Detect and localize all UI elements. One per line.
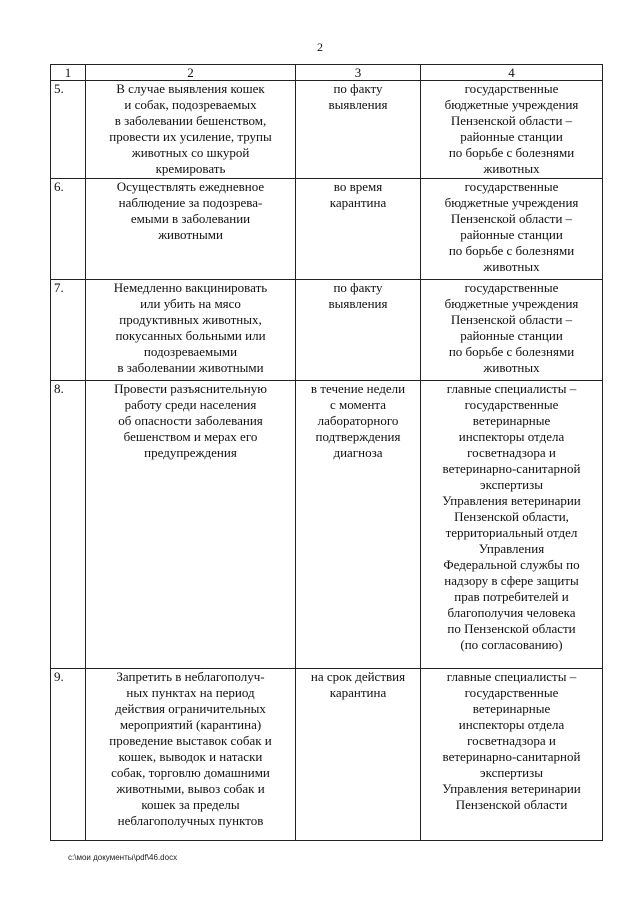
header-cell-4: 4 — [421, 65, 603, 81]
action-text: Осуществлять ежедневное наблюдение за подозрева- емыми в заболевании животными — [116, 179, 265, 242]
row-number: 8. — [51, 381, 86, 669]
action-text: Запретить в неблагополуч- ных пунктах на период действия ограничительных мероприятий (карантина) проведение выставок собак и кошек, выводок и натаски собак, торговлю домашними животными, вывоз собак и кошек за пределы неблагополучных пунктов — [109, 669, 272, 828]
row-number: 7. — [51, 280, 86, 381]
action-text: Провести разъяснительную работу среди населения об опасности заболевания бешенством и мерах его предупреждения — [114, 381, 267, 460]
header-cell-2: 2 — [86, 65, 296, 81]
header-cell-1: 1 — [51, 65, 86, 81]
table-row — [51, 179, 603, 280]
row-number: 6. — [51, 179, 86, 280]
table-row — [51, 280, 603, 381]
file-path-footer: c:\мои документы\pdf\46.docx — [68, 853, 178, 862]
table-header-row — [51, 65, 603, 81]
row-number: 9. — [51, 669, 86, 841]
term-text: в течение недели с момента лабораторного подтверждения диагноза — [310, 381, 406, 460]
term-text: по факту выявления — [328, 81, 388, 112]
table-row — [51, 381, 603, 669]
page-number: 2 — [317, 40, 323, 54]
header-cell-3: 3 — [296, 65, 421, 81]
measures-table — [50, 64, 603, 841]
action-text: В случае выявления кошек и собак, подозреваемых в заболевании бешенством, провести их усиление, трупы животных со шкурой кремировать — [109, 81, 272, 176]
term-text: на срок действия карантина — [310, 669, 406, 700]
table-row — [51, 669, 603, 841]
responsible-text: государственные бюджетные учреждения Пензенской области – районные станции по борьбе с болезнями животных — [444, 81, 579, 176]
responsible-text: главные специалисты – государственные ветеринарные инспекторы отдела госветнадзора и ветеринарно-санитарной экспертизы Управления ветеринарии Пензенской области, территориальный отдел Управления Федеральной службы по надзору в сфере защиты прав потребителей и благополучия человека по Пензенской области (по согласованию) — [442, 381, 581, 652]
action-text: Немедленно вакцинировать или убить на мясо продуктивных животных, покусанных больными или подозреваемыми в заболевании животными — [113, 280, 268, 375]
responsible-text: государственные бюджетные учреждения Пензенской области – районные станции по борьбе с болезнями животных — [444, 280, 579, 375]
term-text: во время карантина — [329, 179, 387, 210]
term-text: по факту выявления — [328, 280, 388, 311]
row-number: 5. — [51, 81, 86, 179]
responsible-text: главные специалисты – государственные ветеринарные инспекторы отдела госветнадзора и ветеринарно-санитарной экспертизы Управления ветеринарии Пензенской области — [442, 669, 581, 812]
table-row — [51, 81, 603, 179]
responsible-text: государственные бюджетные учреждения Пензенской области – районные станции по борьбе с болезнями животных — [444, 179, 579, 274]
